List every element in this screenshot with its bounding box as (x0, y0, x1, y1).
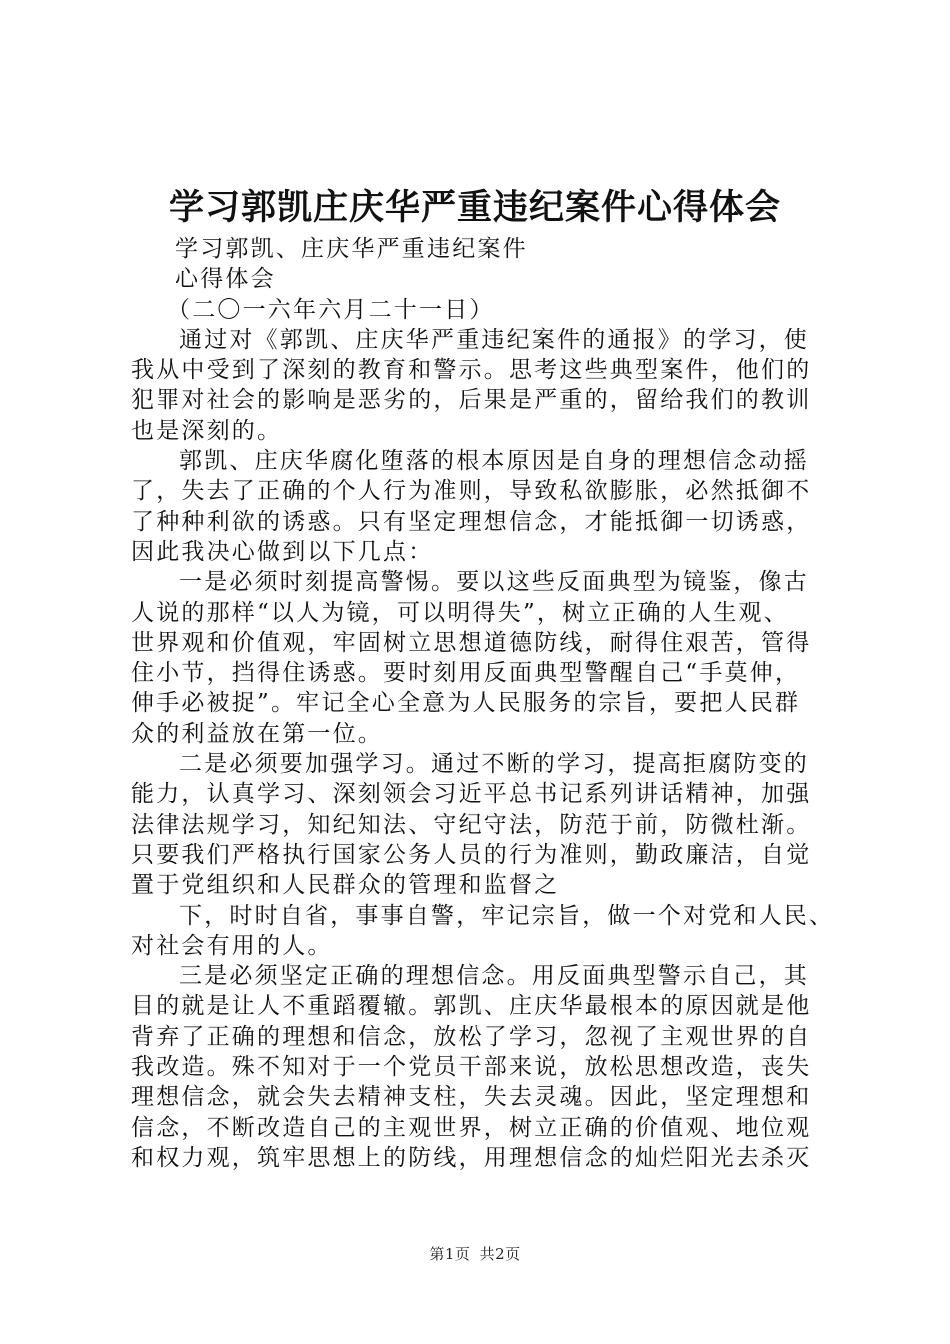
subtitle-line: 心得体会 (175, 266, 276, 293)
paragraph-line: 一是必须时刻提高警惕。要以这些反面典型为镜鉴，像古 (179, 569, 809, 596)
paragraph-line: 众的利益放在第一位。 (131, 720, 383, 747)
paragraph-line: 置于党组织和人民群众的管理和监督之 (131, 872, 560, 899)
document-body (131, 234, 851, 1173)
date-line: （二〇一六年六月二十一日） (167, 296, 495, 323)
document-title: 学习郭凯庄庆华严重违纪案件心得体会 (168, 187, 781, 228)
page-number: 第1页 (429, 1245, 471, 1263)
paragraph-line: 法律法规学习，知纪知法、守纪守法，防范于前，防微杜渐。 (131, 811, 812, 838)
paragraph-line: 犯罪对社会的影响是恶劣的，后果是严重的，留给我们的教训 (131, 387, 812, 414)
paragraph-line: 通过对《郭凯、庄庆华严重违纪案件的通报》的学习，使 (179, 326, 809, 353)
subtitle-line: 学习郭凯、庄庆华严重违纪案件 (175, 236, 528, 262)
paragraph-line: 郭凯、庄庆华腐化堕落的根本原因是自身的理想信念动摇 (179, 448, 809, 475)
page-total: 共2页 (479, 1245, 521, 1263)
paragraph-line: 伸手必被捉”。牢记全心全意为人民服务的宗旨，要把人民群 (131, 690, 801, 717)
paragraph-line: 理想信念，就会失去精神支柱，失去灵魂。因此，坚定理想和 (131, 1084, 812, 1111)
paragraph-line: 二是必须要加强学习。通过不断的学习，提高拒腐防变的 (179, 751, 809, 778)
page-footer (0, 1243, 950, 1264)
paragraph-line: 住小节，挡得住诱惑。要时刻用反面典型警醒自己“手莫伸， (131, 660, 801, 687)
paragraph-line: 世界观和价值观，牢固树立思想道德防线，耐得住艰苦，管得 (131, 629, 812, 656)
paragraph-line: 因此我决心做到以下几点： (131, 538, 434, 565)
paragraph-line: 我从中受到了深刻的教育和警示。思考这些典型案件，他们的 (131, 357, 812, 384)
paragraph-line: 和权力观，筑牢思想上的防线，用理想信念的灿烂阳光去杀灭 (131, 1144, 812, 1171)
paragraph-line: 目的就是让人不重蹈覆辙。郭凯、庄庆华最根本的原因就是他 (131, 993, 812, 1020)
paragraph-line: 下，时时自省，事事自警，牢记宗旨，做一个对党和人民、 (179, 902, 835, 929)
paragraph-line: 三是必须坚定正确的理想信念。用反面典型警示自己，其 (179, 963, 809, 990)
paragraph-line: 背弃了正确的理想和信念，放松了学习，忽视了主观世界的自 (131, 1023, 812, 1050)
paragraph-line: 我改造。殊不知对于一个党员干部来说，放松思想改造，丧失 (131, 1054, 812, 1081)
paragraph-line: 也是深刻的。 (131, 417, 283, 444)
paragraph-line: 能力，认真学习、深刻领会习近平总书记系列讲话精神，加强 (131, 781, 812, 808)
paragraph-line: 对社会有用的人。 (131, 932, 333, 959)
paragraph-line: 了，失去了正确的个人行为准则，导致私欲膨胀，必然抵御不 (131, 478, 812, 505)
paragraph-line: 人说的那样“以人为镜，可以明得失”，树立正确的人生观、 (131, 599, 789, 626)
paragraph-line: 信念，不断改造自己的主观世界，树立正确的价值观、地位观 (131, 1114, 812, 1141)
paragraph-line: 了种种利欲的诱惑。只有坚定理想信念，才能抵御一切诱惑， (131, 508, 812, 535)
paragraph-line: 只要我们严格执行国家公务人员的行为准则，勤政廉洁，自觉 (131, 841, 812, 868)
